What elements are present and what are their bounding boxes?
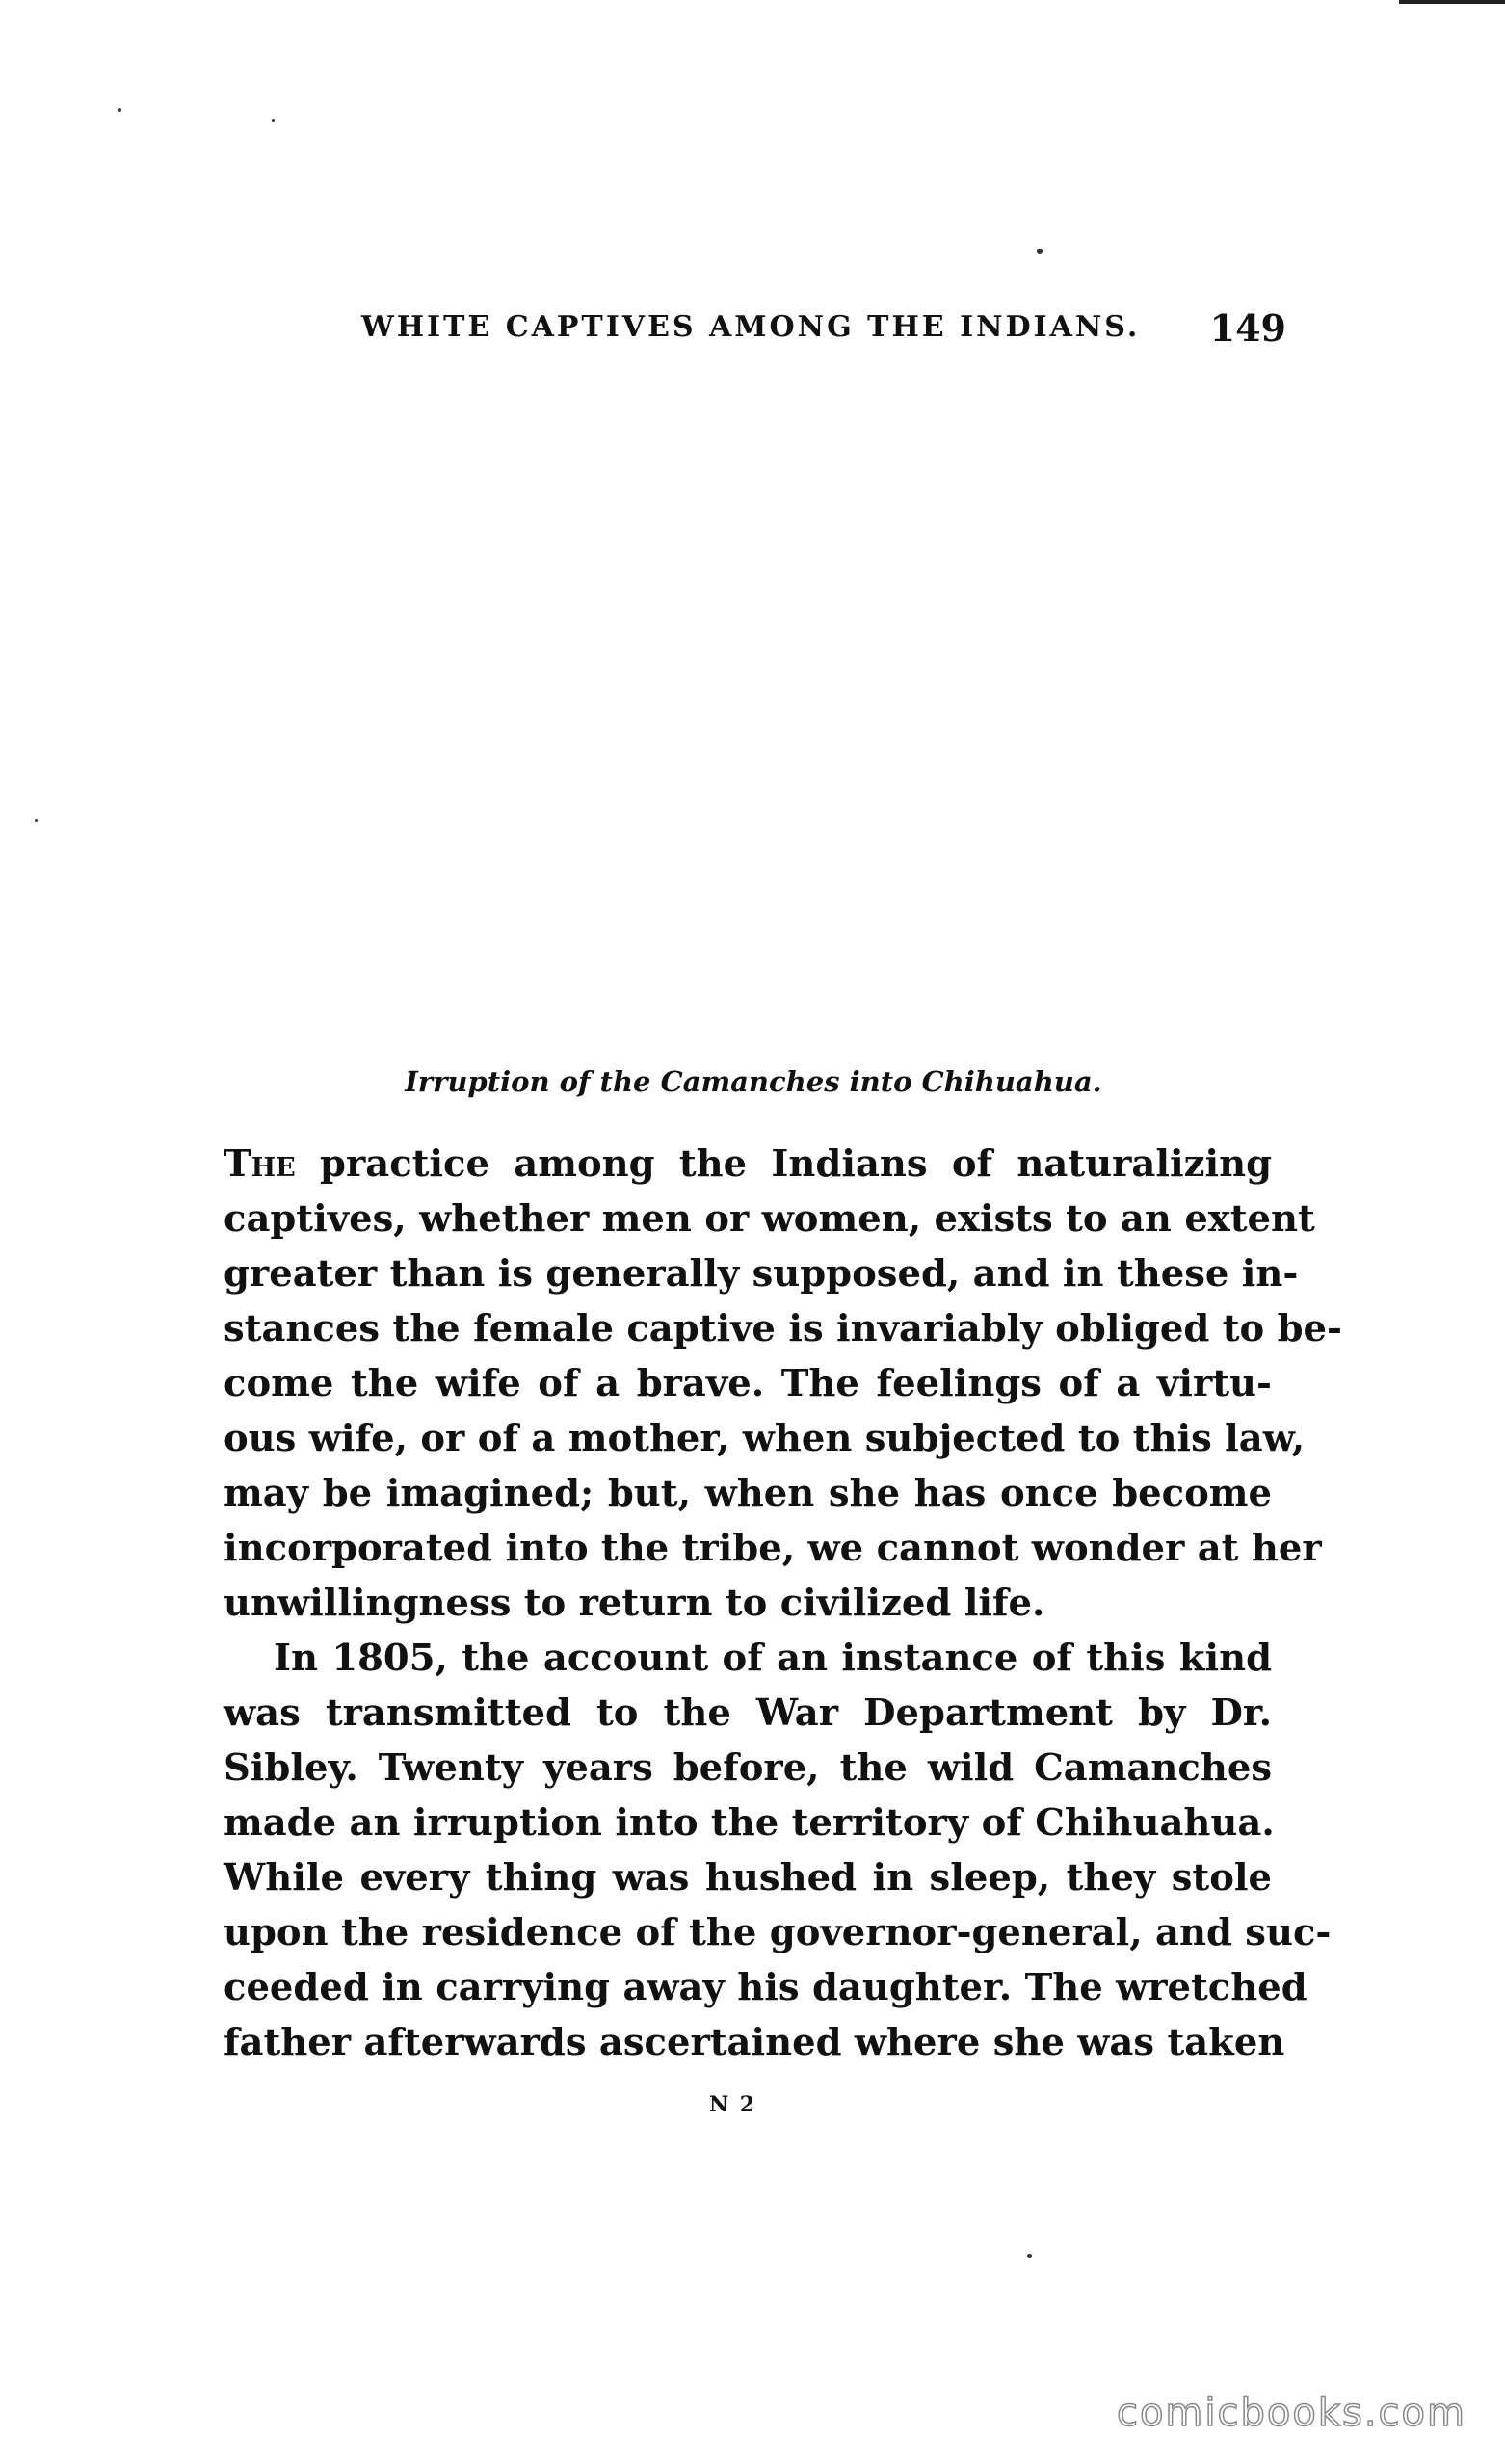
running-head [361,306,1286,353]
print-speck [35,819,38,822]
body-text [224,1137,1342,2070]
text-line: upon the residence of the governor-general, and suc- [224,1911,1332,1954]
text-line: While every thing was hushed in sleep, they stole [224,1856,1272,1900]
drop-word: The [224,1142,296,1186]
text-line: come the wife of a brave. The feelings of a virtu- [224,1362,1272,1405]
text-line: The practice among the Indians of naturalizing [224,1142,1272,1186]
watermark: comicbooks.com [1116,2391,1466,2435]
text-line: greater than is generally supposed, and in these in- [224,1252,1299,1296]
text-line: may be imagined; but, when she has once become [224,1472,1272,1515]
text-line: was transmitted to the War Department by Dr. [224,1691,1272,1735]
running-title: WHITE CAPTIVES AMONG THE INDIANS. [361,310,1141,344]
print-speck [272,119,275,122]
print-speck [1027,2254,1032,2258]
text-line: incorporated into the tribe, we cannot wonder at her [224,1527,1322,1570]
text-line: stances the female captive is invariably obliged to be- [224,1307,1342,1350]
signature-mark: N 2 [709,2092,757,2117]
page-number: 149 [1209,306,1286,350]
text-line: father afterwards ascertained where she was taken [224,2021,1285,2064]
text-line: In 1805, the account of an instance of this kind [274,1637,1272,1680]
text-line: made an irruption into the territory of Chihuahua. [224,1801,1275,1845]
text-line: Sibley. Twenty years before, the wild Camanches [224,1746,1272,1790]
top-edge-rule [1399,0,1505,4]
print-speck [1037,249,1043,254]
text-line: unwillingness to return to civilized life. [224,1582,1045,1625]
text-line: ceeded in carrying away his daughter. The wretched [224,1966,1307,2009]
print-speck [118,108,121,112]
text-line: captives, whether men or women, exists to an extent [224,1197,1315,1241]
text-line: ous wife, or of a mother, when subjected to this law, [224,1417,1306,1460]
section-heading: Irruption of the Camanches into Chihuahua. [405,1065,1102,1098]
